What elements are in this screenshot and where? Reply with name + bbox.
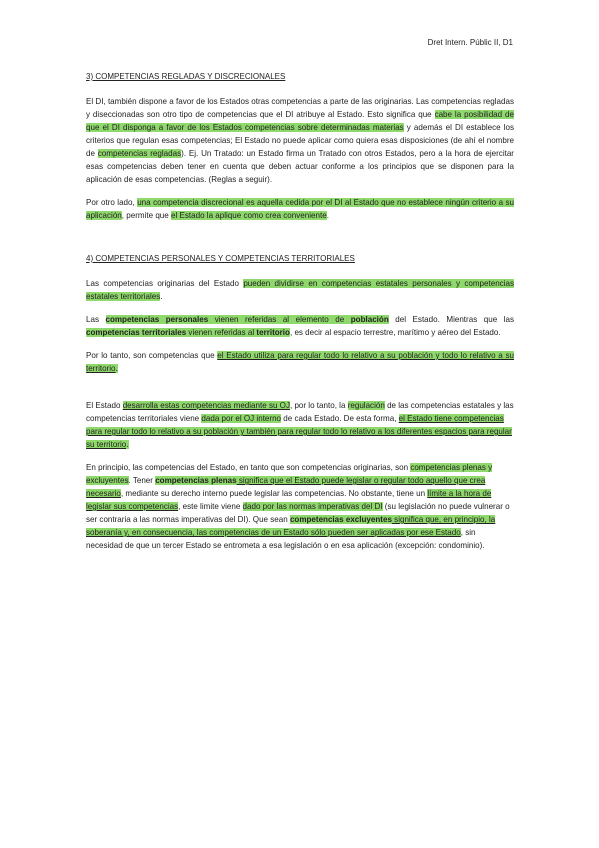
text-run: , este limite viene <box>178 502 243 511</box>
text-run: del Estado. Mientras que las <box>388 315 514 324</box>
highlighted-text: el Estado la aplique como crea conveniente <box>171 211 327 220</box>
section-4-paragraph-4 <box>86 399 514 451</box>
text-run: , sin necesidad de que un tercer Estado se entrometa a esa legislación o en esa aplicación (excepción: condominio). <box>86 528 485 550</box>
text-run: El Estado <box>86 401 123 410</box>
section-4-paragraph-3 <box>86 349 514 375</box>
text-run: de las competencias estatales y las competencias territoriales viene <box>86 401 514 423</box>
text-run: de cada Estado. De esta forma, <box>281 414 399 423</box>
highlighted-text: el Estado utiliza para regular todo lo relativo a su población y todo lo relativo a su territorio <box>86 351 515 373</box>
highlighted-text: límite a la hora de legislar sus competencias <box>86 489 492 511</box>
section-3-paragraph-1 <box>86 95 514 186</box>
text-run: , por lo tanto, la <box>289 401 348 410</box>
section-3-title: 3) COMPETENCIAS REGLADAS Y DISCRECIONALES <box>86 72 286 81</box>
highlighted-text: vienen referidas al elemento de <box>208 315 351 324</box>
highlighted-text: regulación <box>347 401 385 410</box>
highlighted-text: competencias personales <box>105 315 209 324</box>
highlighted-text: competencias plenas y excluyentes <box>86 463 493 485</box>
highlighted-text: el Estado tiene competencias para regular todo lo relativo a su población y también para regular todo lo relativo a los diferentes espacios para regular su territorio <box>86 414 512 449</box>
text-run: (su legislación no puede vulnerar o ser contraria a las normas imperativas del DI). Que sean <box>86 502 510 524</box>
highlighted-text: significa que el Estado puede legislar o regular todo aquello que crea necesario <box>86 476 486 498</box>
highlighted-text: competencias excluyentes <box>289 515 392 524</box>
text-run: , es decir al espacio terrestre, marítimo y aéreo del Estado. <box>289 328 501 337</box>
section-3-heading <box>86 70 514 83</box>
text-run: , mediante su derecho interno puede legislar las competencias. No obstante, tiene un <box>120 489 428 498</box>
highlighted-text: vienen referidas al <box>186 328 257 337</box>
text-run: y además el DI establece los criterios que regulan esas competencias; El Estado no puede aplicar como quiera esas disposiciones (de ahí el nombre de <box>86 123 515 158</box>
section-spacer <box>86 232 514 252</box>
text-run: Por lo tanto, son competencias que <box>86 351 218 360</box>
text-run: . <box>160 292 163 301</box>
document-body <box>86 70 514 562</box>
text-run: En principio, las competencias del Estado, en tanto que son competencias originarias, son <box>86 463 411 472</box>
highlighted-text: territorio <box>256 328 290 337</box>
text-run: Las competencias originarias del Estado <box>86 279 244 288</box>
highlighted-text: población <box>350 315 389 324</box>
running-header: Dret Intern. Públic II, D1 <box>427 38 513 47</box>
highlighted-text: competencias plenas <box>155 476 237 485</box>
paragraph-spacer <box>86 385 514 399</box>
section-4-paragraph-2 <box>86 313 514 339</box>
highlighted-text: . <box>115 364 118 373</box>
text-run: ). Ej. Un Tratado: un Estado firma un Tratado con otros Estados, pero a la hora de ejercitar esas competencias deben tener en cuenta que deben actuar conforme a los principios que se disponen para la aplicación de esas competencias. (Reglas a seguir). <box>86 149 514 184</box>
highlighted-text: una competencia discrecional es aquella cedida por el DI al Estado que no establece ningún criterio a su aplicación <box>86 198 514 220</box>
section-4-paragraph-5 <box>86 461 514 552</box>
section-4-heading <box>86 252 514 265</box>
highlighted-text: desarrolla estas competencias mediante su OJ <box>122 401 290 410</box>
highlighted-text: competencias regladas <box>97 149 182 158</box>
highlighted-text: dado por las normas imperativas del DI <box>242 502 383 511</box>
text-run: Las <box>86 315 106 324</box>
text-run: . <box>326 211 329 220</box>
highlighted-text: . <box>126 440 129 449</box>
highlighted-text: pueden dividirse en competencias estatales personales y competencias estatales territoriales <box>86 279 514 301</box>
text-run: El DI, también dispone a favor de los Estados otras competencias a parte de las originarias. Las competencias regladas y diseccionadas son otro tipo de competencias que el DI atribuye al Estado. Esto significa que <box>86 97 514 119</box>
section-4-title: 4) COMPETENCIAS PERSONALES Y COMPETENCIAS TERRITORIALES <box>86 254 355 263</box>
highlighted-text: cabe la posibilidad de que el DI disponga a favor de los Estados competencias sobre determinadas materias <box>86 110 514 132</box>
highlighted-text: dada por el OJ interno <box>201 414 282 423</box>
text-run: . Tener <box>128 476 156 485</box>
section-3-paragraph-2 <box>86 196 514 222</box>
highlighted-text: significa que, en principio, la soberanía y, en consecuencia, las competencias de un Estado sólo pueden ser aplicadas por ese Estado <box>86 515 496 537</box>
text-run: Por otro lado, <box>86 198 138 207</box>
text-run: , permite que <box>121 211 171 220</box>
section-4-paragraph-1 <box>86 277 514 303</box>
highlighted-text: competencias territoriales <box>86 328 187 337</box>
